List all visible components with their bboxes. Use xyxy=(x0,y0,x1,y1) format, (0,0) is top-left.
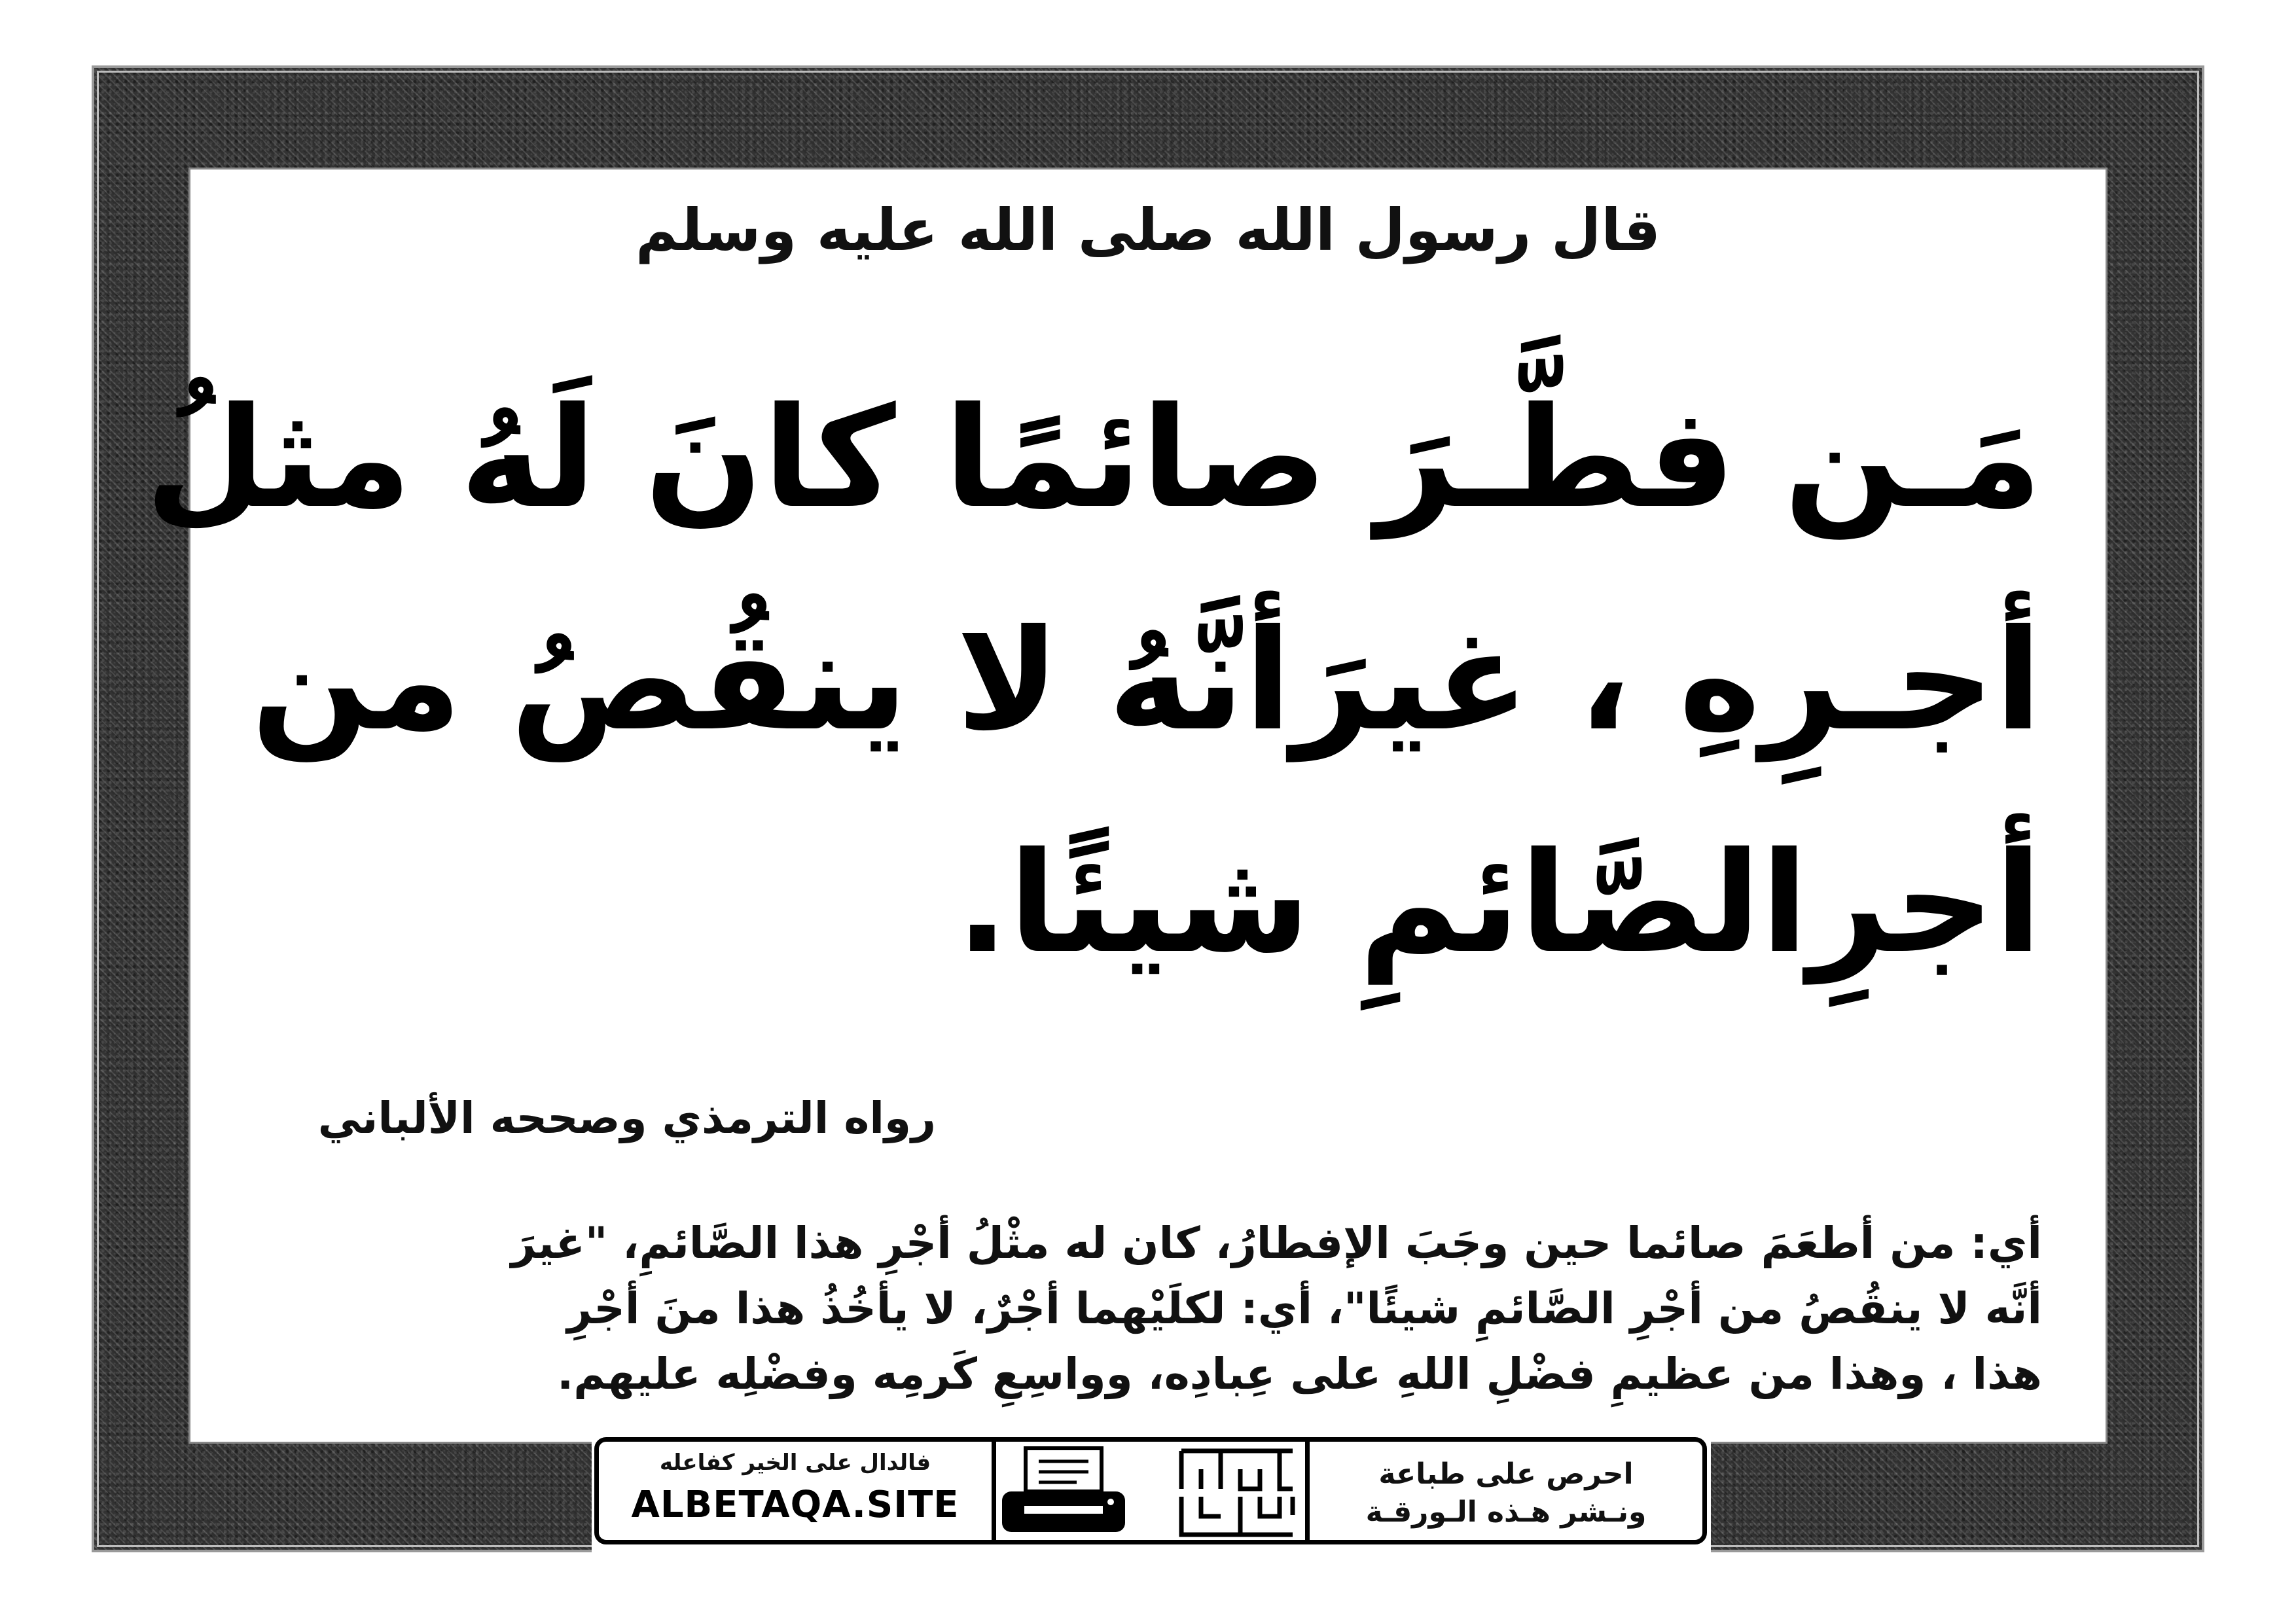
badge-site-section xyxy=(599,1442,996,1540)
hadith-line: أجرِالصَّائمِ شيئًا. xyxy=(956,822,2042,984)
share-reminder-line: ونـشر هـذه الـورقـة xyxy=(1365,1495,1647,1529)
hadith-text xyxy=(145,347,2042,1014)
badge-motto: فالدال على الخير كفاعله xyxy=(659,1450,931,1476)
dawah-paper-logo-icon xyxy=(1175,1443,1299,1540)
footer-badge xyxy=(594,1437,1707,1544)
hadith-line: مَـن فطَّـرَ صائمًا كانَ لَهُ مثلُ xyxy=(145,377,2042,539)
site-link[interactable]: ALBETAQA.SITE xyxy=(631,1484,960,1526)
printer-icon xyxy=(998,1444,1129,1539)
narration-source: رواه الترمذي وصححه الألباني xyxy=(317,1093,936,1143)
explanation-line: أنَّه لا ينقُصُ من أجْرِ الصَّائمِ شيئًا"، أي: لكلَيْهما أجْرٌ، لا يأخُذُ هذا منَ أجْرِ xyxy=(567,1283,2042,1334)
hadith-line: أجـرِهِ ، غيرَأنَّهُ لا ينقُصُ من xyxy=(251,599,2042,761)
badge-print-section xyxy=(1305,1442,1702,1540)
explanation-text xyxy=(275,1211,2042,1407)
print-reminder-line: احرص على طباعة xyxy=(1378,1457,1634,1491)
explanation-line: هذا ، وهذا من عظيمِ فضْلِ اللهِ على عِبادِه، وواسِعِ كَرمِه وفضْلِه عليهم. xyxy=(557,1349,2042,1399)
page-title: قال رسول الله صلى الله عليه وسلم xyxy=(635,196,1661,264)
explanation-line: أي: من أطعَمَ صائما حين وجَبَ الإفطارُ، كان له مثْلُ أجْرِ هذا الصَّائمِ، "غيرَ xyxy=(511,1218,2042,1268)
